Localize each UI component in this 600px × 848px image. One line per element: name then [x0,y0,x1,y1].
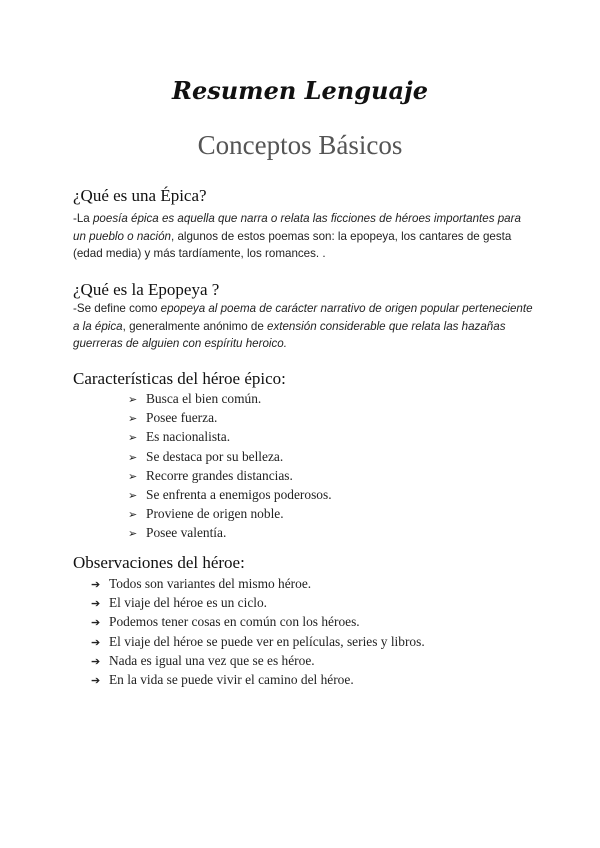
document-subtitle: Conceptos Básicos [197,130,403,160]
list-item: ➔ Todos son variantes del mismo héroe. [91,575,425,594]
list-item: ➔ El viaje del héroe es un ciclo. [91,594,425,613]
epica-text-2: poesía épica es aquella que narra o relata las ficciones de héroes importantes para un pueblo o nación [73,212,521,243]
arrow-bullet-icon: ➔ [91,617,101,630]
list-item: ➔ En la vida se puede vivir el camino del héroe. [91,671,425,690]
epica-text-1: -La [73,212,93,225]
arrowhead-bullet-icon: ➢ [128,432,138,445]
epopeya-text-2: epopeya al poema de carácter narrativo de origen popular perteneciente a la épica [73,302,533,333]
list-item: ➢ Posee valentía. [128,524,332,543]
list-item: ➢ Busca el bien común. [128,390,332,409]
arrow-bullet-icon: ➔ [91,636,101,649]
list-item: ➢ Posee fuerza. [128,409,332,428]
arrow-bullet-icon: ➔ [91,579,101,591]
arrowhead-bullet-icon: ➢ [128,509,138,522]
arrow-bullet-icon: ➔ [91,655,101,668]
observaciones-list [91,575,425,690]
caracteristicas-heading: Características del héroe épico: [73,369,286,388]
arrowhead-bullet-icon: ➢ [128,470,138,483]
arrowhead-bullet-icon: ➢ [128,413,138,426]
list-item: ➢ Se destaca por su belleza. [128,448,332,467]
document-title: Resumen Lenguaje [172,76,428,105]
list-item: ➢ Recorre grandes distancias. [128,467,332,486]
arrowhead-bullet-icon: ➢ [128,490,138,503]
list-item: ➢ Se enfrenta a enemigos poderosos. [128,486,332,505]
list-item: ➔ El viaje del héroe se puede ver en películas, series y libros. [91,633,425,652]
epopeya-text-4: extensión considerable que relata las hazañas guerreras de alguien con espíritu heroico. [73,319,506,350]
epica-text-3: , algunos de estos poemas son: la epopeya, los cantares de gesta (edad media) y más tardíamente, los romances. . [73,229,512,260]
observaciones-heading: Observaciones del héroe: [73,553,245,572]
list-item: ➢ Es nacionalista. [128,428,332,447]
list-item: ➢ Proviene de origen noble. [128,505,332,524]
epopeya-text-3: , generalmente anónimo de [122,319,268,333]
epica-paragraph [73,210,533,263]
caracteristicas-list [128,390,332,544]
arrow-bullet-icon: ➔ [91,675,101,688]
arrowhead-bullet-icon: ➢ [128,451,138,464]
list-item: ➔ Podemos tener cosas en común con los héroes. [91,613,425,632]
arrowhead-bullet-icon: ➢ [128,394,138,406]
arrow-bullet-icon: ➔ [91,598,101,611]
epopeya-paragraph [73,300,533,353]
epopeya-text-1: -Se define como [73,302,161,315]
epopeya-heading: ¿Qué es la Epopeya ? [73,280,220,299]
epica-heading: ¿Qué es una Épica? [73,186,207,205]
list-item: ➔ Nada es igual una vez que se es héroe. [91,652,425,671]
arrowhead-bullet-icon: ➢ [128,528,138,541]
